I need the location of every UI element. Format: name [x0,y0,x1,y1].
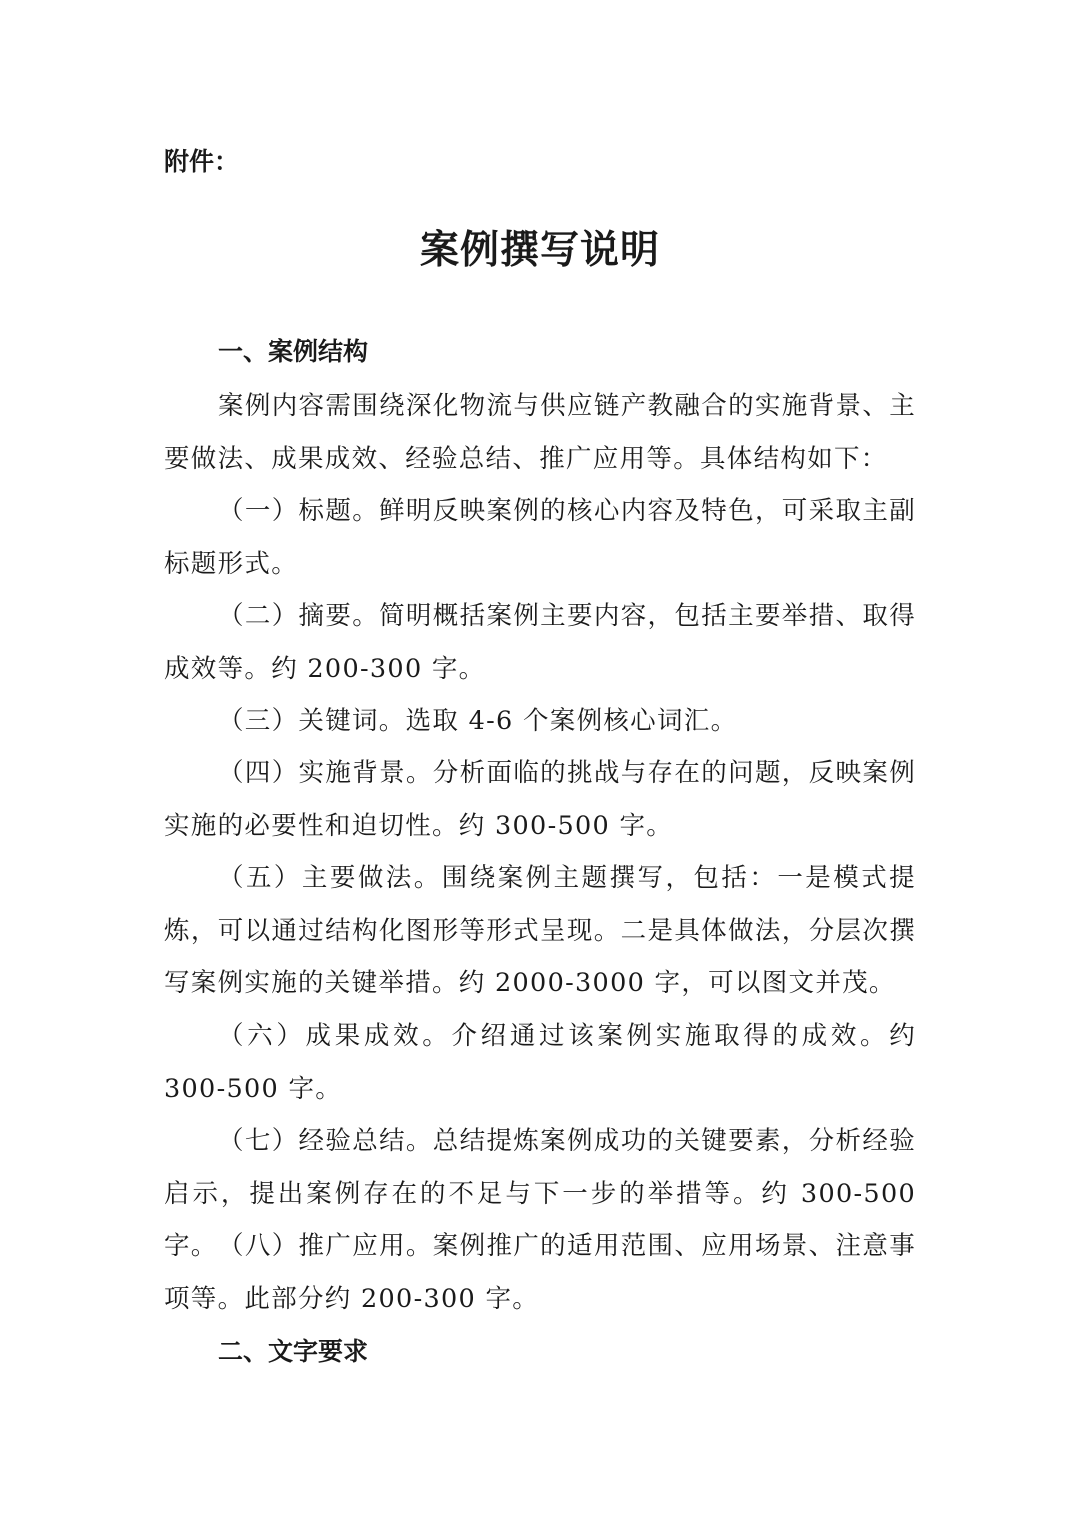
item-keywords: （三）关键词。选取 4-6 个案例核心词汇。 [218,706,738,736]
item-promotion: （八）推广应用。案例推广的适用范围、应用场景、注意事项等。此部分约 200-300 字。 [164,1231,916,1314]
item-experience: （七）经验总结。总结提炼案例成功的关键要素，分析经验启示，提出案例存在的不足与下一步的举措等。约 300-500 字。 [164,1126,916,1262]
item-results: （六）成果成效。介绍通过该案例实施取得的成效。约 300-500 字。 [164,1021,916,1104]
item-main-practice: （五）主要做法。围绕案例主题撰写，包括：一是模式提炼，可以通过结构化图形等形式呈现。二是具体做法，分层次撰写案例实施的关键举措。约 2000-3000 字，可以图文并茂。 [164,863,916,999]
section-heading-case-structure: 一、案例结构 [218,337,369,366]
section-heading-text-requirements: 二、文字要求 [218,1337,369,1366]
item-background: （四）实施背景。分析面临的挑战与存在的问题，反映案例实施的必要性和迫切性。约 300-500 字。 [164,758,916,841]
item-title: （一）标题。鲜明反映案例的核心内容及特色，可采取主副标题形式。 [164,496,916,579]
item-abstract: （二）摘要。简明概括案例主要内容，包括主要举措、取得成效等。约 200-300 字。 [164,601,916,684]
intro-paragraph: 案例内容需围绕深化物流与供应链产教融合的实施背景、主要做法、成果成效、经验总结、推广应用等。具体结构如下： [164,391,916,474]
document-title: 案例撰写说明 [419,227,660,273]
attachment-label: 附件： [164,147,240,176]
